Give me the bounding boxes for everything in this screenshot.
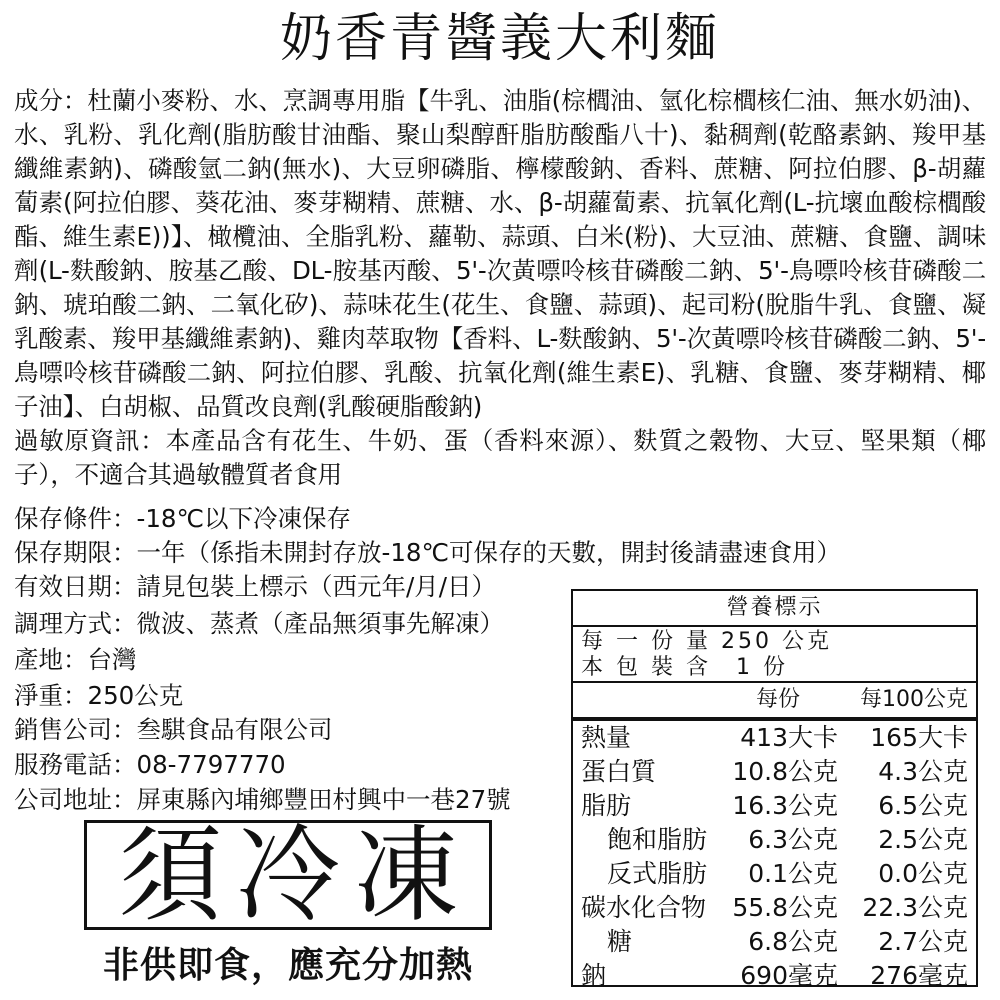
allergen-info: 過敏原資訊：本產品含有花生、牛奶、蛋（香料來源）、麩質之穀物、大豆、堅果類（椰子），不適合其過敏體質者食用: [14, 426, 986, 489]
nutrition-row: [573, 925, 976, 959]
shelf-life: 保存期限：一年（係指未開封存放-18℃可保存的天數，開封後請盡速食用）: [14, 538, 842, 567]
heating-warning: 非供即食，應充分加熱: [102, 945, 473, 986]
ingredients-section: [14, 84, 986, 492]
nutrient-per-serving: 10.8公克: [732, 757, 838, 786]
nutrition-row: [573, 789, 976, 823]
nutrient-label: 碳水化合物: [581, 893, 707, 922]
nutrition-rows: [573, 721, 976, 993]
serving-size: 每 一 份 量 250 公克: [581, 629, 832, 654]
nutrient-label: 鈉: [581, 961, 607, 990]
nutrient-per-serving: 55.8公克: [732, 893, 838, 922]
nutrient-per-100g: 165大卡: [870, 723, 968, 752]
nutrient-per-100g: 2.7公克: [878, 927, 968, 956]
nutrition-row: [573, 891, 976, 925]
nutrition-row: [573, 823, 976, 857]
nutrient-label: 熱量: [581, 723, 632, 752]
ingredients-text: 成分：杜蘭小麥粉、水、烹調專用脂【牛乳、油脂(棕櫚油、氫化棕櫚核仁油、無水奶油)、水、乳粉、乳化劑(脂肪酸甘油酯、聚山梨醇酐脂肪酸酯八十)、黏稠劑(乾酪素鈉、羧甲基纖維素鈉)、磷酸氫二鈉(無水)、大豆卵磷脂、檸檬酸鈉、香料、蔗糖、阿拉伯膠、β-胡蘿蔔素(阿拉伯膠、葵花油、麥芽糊精、蔗糖、水、β-胡蘿蔔素、抗氧化劑(L-抗壞血酸棕櫚酸酯、維生素E))】、橄欖油、全脂乳粉、蘿勒、蒜頭、白米(粉)、大豆油、蔗糖、食鹽、調味劑(L-麩酸鈉、胺基乙酸、DL-胺基丙酸、5'-次黃嘌呤核苷磷酸二鈉、5'-鳥嘌呤核苷磷酸二鈉、琥珀酸二鈉、二氧化矽)、蒜味花生(花生、食鹽、蒜頭)、起司粉(脫脂牛乳、食鹽、凝乳酸素、羧甲基纖維素鈉)、雞肉萃取物【香料、L-麩酸鈉、5'-次黃嘌呤核苷磷酸二鈉、5'-鳥嘌呤核苷磷酸二鈉、阿拉伯膠、乳酸、抗氧化劑(維生素E)、乳糖、食鹽、麥芽糊精、椰子油】、白胡椒、品質改良劑(乳酸硬脂酸鈉): [14, 86, 987, 421]
servings-per-package: 本 包 裝 含 1 份: [581, 655, 788, 680]
nutrient-per-serving: 6.3公克: [748, 825, 838, 854]
nutrient-label: 反式脂肪: [607, 859, 708, 888]
nutrition-table: [571, 589, 978, 990]
net-weight: 淨重：250公克: [14, 681, 184, 710]
nutrition-header: [573, 683, 976, 721]
frozen-stamp-text: 須冷凍: [117, 814, 472, 936]
nutrition-row: [573, 959, 976, 993]
col-per-100g: 每100公克: [860, 687, 968, 712]
nutrient-per-serving: 16.3公克: [732, 791, 838, 820]
seller-company: 銷售公司：叁騏食品有限公司: [14, 715, 333, 744]
nutrient-per-100g: 22.3公克: [862, 893, 968, 922]
nutrition-row: [573, 721, 976, 755]
nutrient-per-serving: 6.8公克: [748, 927, 838, 956]
nutrition-row: [573, 857, 976, 891]
nutrient-label: 糖: [607, 927, 633, 956]
nutrient-label: 蛋白質: [581, 757, 657, 786]
cooking-method: 調理方式：微波、蒸煮（產品無須事先解凍）: [14, 609, 504, 638]
origin: 產地：台灣: [14, 645, 137, 674]
frozen-stamp: [84, 814, 492, 936]
storage-condition: 保存條件：-18℃以下冷凍保存: [14, 504, 352, 533]
nutrient-per-100g: 6.5公克: [878, 791, 968, 820]
nutrient-per-serving: 413大卡: [740, 723, 838, 752]
col-per-serving: 每份: [755, 687, 800, 712]
nutrient-per-100g: 2.5公克: [878, 825, 968, 854]
nutrient-per-100g: 0.0公克: [878, 859, 968, 888]
nutrient-per-serving: 690毫克: [740, 961, 838, 990]
nutrient-label: 飽和脂肪: [607, 825, 708, 854]
nutrient-per-serving: 0.1公克: [748, 859, 838, 888]
nutrition-serving: [573, 627, 976, 683]
expiry-date: 有效日期：請見包裝上標示（西元年/月/日）: [14, 572, 497, 601]
nutrient-label: 脂肪: [581, 791, 632, 820]
nutrition-row: [573, 755, 976, 789]
company-address: 公司地址：屏東縣內埔鄉豐田村興中一巷27號: [14, 785, 511, 814]
product-title: 奶香青醬義大利麵: [279, 9, 720, 69]
service-phone: 服務電話：08-7797770: [14, 750, 286, 779]
nutrient-per-100g: 276毫克: [870, 961, 968, 990]
nutrition-title: 營養標示: [573, 591, 976, 627]
nutrient-per-100g: 4.3公克: [878, 757, 968, 786]
